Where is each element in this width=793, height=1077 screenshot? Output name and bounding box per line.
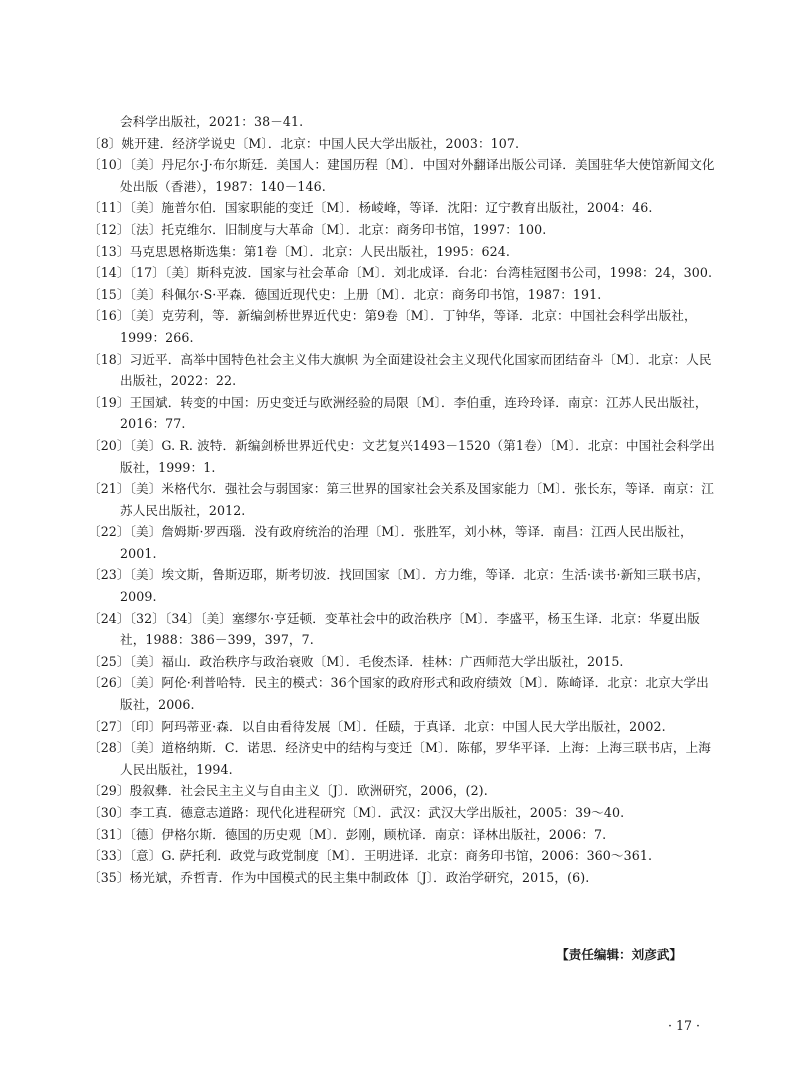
- reference-entry: 〔31〕〔德〕伊格尔斯．德国的历史观〔M〕．彭刚，顾杭译．南京：译林出版社，2006：7.: [88, 826, 607, 842]
- reference-entry: 〔25〕〔美〕福山．政治秩序与政治衰败〔M〕．毛俊杰译．桂林：广西师范大学出版社，2015.: [88, 653, 624, 669]
- reference-entry: 〔33〕〔意〕G. 萨托利．政党与政党制度〔M〕．王明进译．北京：商务印书馆，2006：360～361.: [88, 848, 653, 864]
- reference-entry: 〔23〕〔美〕埃文斯，鲁斯迈耶，斯考切波．找回国家〔M〕．方力维，等译．北京：生活·读书·新知三联书店，2009.: [88, 567, 710, 605]
- reference-entry: 〔30〕李工真．德意志道路：现代化进程研究〔M〕．武汉：武汉大学出版社，2005：39～40.: [88, 805, 625, 820]
- page-number: · 17 ·: [667, 1018, 700, 1033]
- reference-entry: 〔12〕〔法〕托克维尔．旧制度与大革命〔M〕．北京：商务印书馆，1997：100.: [88, 221, 547, 237]
- reference-entry: 〔20〕〔美〕G. R. 波特．新编剑桥世界近代史：文艺复兴1493－1520（第1卷）〔M〕．北京：中国社会科学出版社，1999：1.: [88, 437, 715, 475]
- reference-entry: 〔8〕姚开建．经济学说史〔M〕．北京：中国人民大学出版社，2003：107.: [88, 135, 520, 151]
- reference-list: [88, 111, 716, 888]
- reference-entry: 〔15〕〔美〕科佩尔·S·平森．德国近现代史：上册〔M〕．北京：商务印书馆，1987：191.: [88, 286, 602, 302]
- reference-entry: 〔11〕〔美〕施普尔伯．国家职能的变迁〔M〕．杨崚峰，等译．沈阳：辽宁教育出版社，2004：46.: [88, 200, 653, 216]
- reference-entry: 〔16〕〔美〕克劳利，等．新编剑桥世界近代史：第9卷〔M〕．丁钟华，等译．北京：中国社会科学出版社，1999：266.: [88, 308, 697, 345]
- reference-entry: 〔35〕杨光斌，乔哲青．作为中国模式的民主集中制政体〔J〕．政治学研究，2015，(6).: [88, 869, 590, 885]
- reference-entry: 〔14〕〔17〕〔美〕斯科克波．国家与社会革命〔M〕．刘北成译．台北：台湾桂冠图书公司，1998：24，300.: [88, 265, 713, 281]
- reference-entry: 〔10〕〔美〕丹尼尔·J·布尔斯廷．美国人：建国历程〔M〕．中国对外翻译出版公司译．美国驻华大使馆新闻文化处出版（香港），1987：140－146.: [88, 157, 715, 194]
- reference-entry: 〔27〕〔印〕阿玛蒂亚·森．以自由看待发展〔M〕．任赜，于真译．北京：中国人民大学出版社，2002.: [88, 718, 666, 734]
- reference-entry: 〔22〕〔美〕詹姆斯·罗西瑙．没有政府统治的治理〔M〕．张胜军，刘小林，等译．南昌：江西人民出版社，2001.: [88, 524, 693, 561]
- reference-entry: 〔18〕习近平．高举中国特色社会主义伟大旗帜 为全面建设社会主义现代化国家而团结奋斗〔M〕．北京：人民出版社，2022：22.: [88, 351, 712, 389]
- reference-entry: 〔24〕〔32〕〔34〕〔美〕塞缪尔·亨廷顿．变革社会中的政治秩序〔M〕．李盛平，杨玉生译．北京：华夏出版社，1988：386－399，397，7.: [88, 610, 700, 648]
- reference-continuation: 会科学出版社，2021：38－41.: [120, 114, 304, 129]
- reference-entry: 〔21〕〔美〕米格代尔．强社会与弱国家：第三世界的国家社会关系及国家能力〔M〕．张长东，等译．南京：江苏人民出版社，2012.: [88, 481, 714, 518]
- reference-entry: 〔26〕〔美〕阿伦·利普哈特．民主的模式：36个国家的政府形式和政府绩效〔M〕．陈崎译．北京：北京大学出版社，2006.: [88, 675, 709, 713]
- reference-entry: 〔28〕〔美〕道格纳斯．C．诺思．经济史中的结构与变迁〔M〕．陈郁，罗华平译．上海：上海三联书店，上海人民出版社，1994.: [88, 740, 711, 777]
- reference-entry: 〔29〕殷叙彝．社会民主主义与自由主义〔J〕．欧洲研究，2006，(2).: [88, 783, 488, 799]
- reference-entry: 〔19〕王国斌．转变的中国：历史变迁与欧洲经验的局限〔M〕．李伯重，连玲玲译．南京：江苏人民出版社，2016：77.: [88, 394, 708, 432]
- reference-entry: 〔13〕马克思恩格斯选集：第1卷〔M〕．北京：人民出版社，1995：624.: [88, 243, 510, 259]
- responsible-editor-note: 【责任编辑：刘彦武】: [556, 947, 682, 962]
